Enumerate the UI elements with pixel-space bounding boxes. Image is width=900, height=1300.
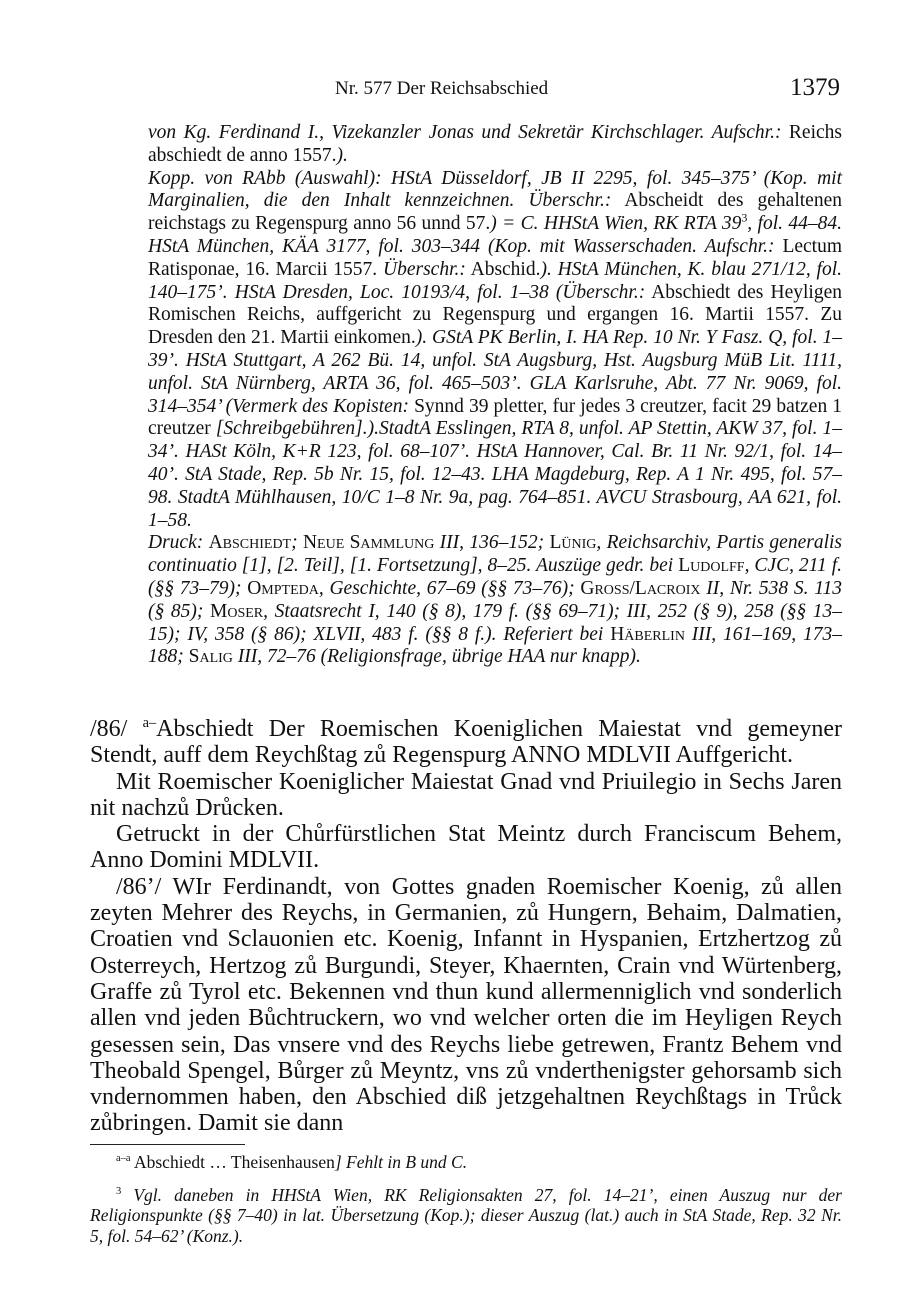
author-name: Ompteda <box>247 577 319 599</box>
main-paragraph-3: Getruckt in der Chůrfürstlichen Stat Meintz durch Franciscum Behem, Anno Domini MDLVII. <box>90 821 842 874</box>
apparatus-paragraph-1 <box>148 122 842 168</box>
apparatus-quote: Abschiedt des Heyligen Romischen Reichs, auffgericht zu Regenspurg und ergangen 16. Martii 1557. Zu Dresden den 21. Martii einkomen. <box>148 281 842 349</box>
apparatus-quote: Synnd 39 pletter, fur jedes 3 creutzer, facit 29 batzen 1 creutzer <box>148 395 843 440</box>
page-number: 1379 <box>790 74 840 101</box>
running-header <box>0 74 900 108</box>
apparatus-text: ). <box>336 144 348 166</box>
apparatus-text: Kopp. von RAbb (Auswahl): HStA Düsseldorf, JB II 2295, fol. 345–375’ (Kop. mit Marginalien, die den Inhalt kennzeichnen. Überschr.: <box>148 167 842 212</box>
footnote-mark: a–a <box>116 1153 131 1165</box>
apparatus-text: , Reichsarchiv, Partis generalis continuatio [1], [2. Teil], [1. Fortsetzung], 8–25. Auszüge gedr. bei <box>148 532 843 577</box>
apparatus-text: III, 72–76 (Religionsfrage, übrige HAA nur knapp). <box>232 646 641 668</box>
apparatus-quote: Abschid. <box>465 258 541 280</box>
critical-apparatus <box>148 122 842 669</box>
main-paragraph-2: Mit Roemischer Koeniglicher Maiestat Gnad vnd Priuilegio in Sechs Jaren nit nachzů Drůcken. <box>90 768 842 821</box>
footnote-text: Abschiedt … Theisenhausen <box>130 1152 335 1172</box>
apparatus-paragraph-2 <box>148 168 842 533</box>
apparatus-quote: Reichs abschiedt de anno 1557. <box>148 122 842 166</box>
apparatus-text: II, Nr. 538 S. 113 (§ 85); <box>148 577 843 622</box>
apparatus-text: ) = C. HHStA Wien, RK RTA 39 <box>490 213 742 235</box>
author-name: Ludolff <box>678 555 745 577</box>
apparatus-text: III, 136–152; <box>434 532 550 554</box>
apparatus-text: ; <box>291 532 303 554</box>
footnote-ref: 3 <box>741 211 748 225</box>
author-name: Abschiedt <box>208 532 292 554</box>
author-name: Häberlin <box>610 623 685 645</box>
author-name: Salig <box>188 646 233 668</box>
footnote-rule <box>90 1144 245 1145</box>
apparatus-text: [Schreibgebühren].).StadtA Esslingen, RTA 8, unfol. AP Stettin, AKW 37, fol. 1–34’. HASt Köln, K+R 123, fol. 68–107’. HStA Hannover, Cal. Br. 11 Nr. 92/1, fol. 14–40’. StA Stade, Rep. 5b Nr. 15, fol. 12–43. LHA Magdeburg, Rep. A 1 Nr. 495, fol. 57–98. StadtA Mühlhausen, 10/C 1–8 Nr. 9a, pag. 764–851. AVCU Strasbourg, AA 621, fol. 1–58. <box>148 418 842 531</box>
footnotes <box>90 1152 842 1246</box>
footnote-a <box>90 1152 842 1173</box>
apparatus-text: Überschr.: <box>383 258 466 280</box>
apparatus-quote: Abscheidt des gehaltenen reichstags zu Regenspurg anno 56 unnd 57. <box>148 190 842 235</box>
apparatus-text: , fol. 44–84. HStA München, KÄA 3177, fol. 303–344 (Kop. mit Wasserschaden. Aufschr.: <box>148 213 842 257</box>
apparatus-text: III, 161–169, 173–188; <box>148 623 842 668</box>
main-paragraph-4 <box>90 874 842 1137</box>
folio-marker: /86/ <box>90 716 143 742</box>
apparatus-text: von Kg. Ferdinand I., Vizekanzler Jonas und Sekretär Kirchschlager. Aufschr.: <box>148 122 782 143</box>
footnote-ref: a– <box>142 715 157 731</box>
footnote-3 <box>90 1185 842 1247</box>
author-name: Gross/Lacroix <box>580 577 701 599</box>
main-paragraph-1 <box>90 716 842 769</box>
main-paragraph-text: WIr Ferdinandt, von Gottes gnaden Roemischer Koenig, zů allen zeyten Mehrer des Reychs, in Germanien, zů Hungern, Behaim, Dalmatien, Croatien vnd Sclauonien etc. Koenig, Infannt in Hyspanien, Ertzhertzog zů Osterreych, Hertzog zů Burgundi, Steyer, Khaernten, Crain vnd Würtenberg, Graffe zů Tyrol etc. Bekennen vnd thun kund allermenniglich vnd sonderlich allen vnd jeden Bůchtruckern, wo vnd welcher orten die im Heyligen Reych gesessen sein, Das vnsere vnd des Reychs liebe getrewen, Frantz Behem vnd Theobald Spengel, Bůrger zů Meyntz, vns zů vnderthenigster gehorsamb sich vndernommen haben, den Abschied diß jetzgehaltnen Reychßtags in Trůck zůbringen. Damit sie dann <box>90 873 842 1137</box>
main-text <box>90 716 842 1137</box>
apparatus-text: , CJC, 211 f. (§§ 73–79); <box>148 555 843 599</box>
apparatus-text: ). GStA PK Berlin, I. HA Rep. 10 Nr. Y Fasz. Q, fol. 1–39’. HStA Stuttgart, A 262 Bü. 14, unfol. StA Augsburg, Hst. Augsburg MüB Lit. 1111, unfol. StA Nürnberg, ARTA 36, fol. 465–503’. GLA Karlsruhe, Abt. 77 Nr. 9069, fol. 314–354’ (Vermerk des Kopisten: <box>148 327 842 417</box>
apparatus-text: , Geschichte, 67–69 (§§ 73–76); <box>318 577 581 599</box>
footnote-note: ] Fehlt in B und C. <box>334 1152 468 1172</box>
author-name: Lünig <box>549 532 597 554</box>
apparatus-text: Druck: <box>148 532 209 554</box>
author-name: Moser <box>210 600 264 622</box>
running-title: Nr. 577 Der Reichsabschied <box>335 78 549 99</box>
apparatus-text: ). HStA München, K. blau 271/12, fol. 140–175’. HStA Dresden, Loc. 10193/4, fol. 1–38 (Überschr.: <box>148 258 843 303</box>
apparatus-quote: Lectum Ratisponae, 16. Marcii 1557. <box>148 235 842 280</box>
apparatus-print-paragraph <box>148 532 842 669</box>
footnote-mark: 3 <box>116 1185 122 1197</box>
apparatus-text: , Staatsrecht I, 140 (§ 8), 179 f. (§§ 69–71); III, 252 (§ 9), 258 (§§ 13–15); IV, 358 (§ 86); XLVII, 483 f. (§§ 8 f.). Referiert bei <box>148 600 842 645</box>
main-paragraph-text: Abschiedt Der Roemischen Koeniglichen Maiestat vnd gemeyner Stendt, auff dem Reychßtag zů Regenspurg ANNO MDLVII Auffgericht. <box>90 716 842 769</box>
author-name: Neue Sammlung <box>302 532 435 554</box>
folio-marker: /86’/ <box>116 873 173 900</box>
footnote-text: Vgl. daneben in HHStA Wien, RK Religionsakten 27, fol. 14–21’, einen Auszug nur der Religionspunkte (§§ 7–40) in lat. Übersetzung (Kop.); dieser Auszug (lat.) auch in StA Stade, Rep. 32 Nr. 5, fol. 54–62’ (Konz.). <box>90 1184 842 1246</box>
